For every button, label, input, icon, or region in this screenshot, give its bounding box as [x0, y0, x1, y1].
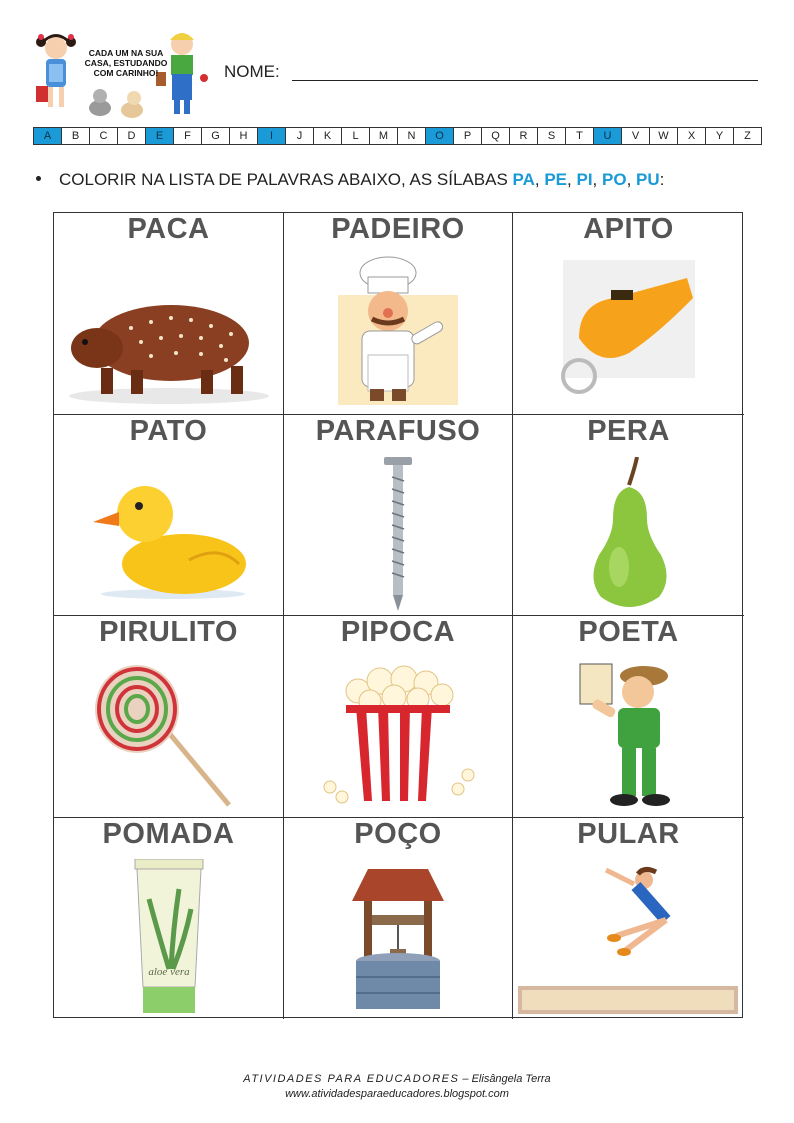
- alphabet-letter: S: [538, 128, 566, 144]
- long-jump-icon: [516, 860, 741, 1015]
- poet-icon: [574, 658, 684, 813]
- alphabet-letter: R: [510, 128, 538, 144]
- alphabet-letter: H: [230, 128, 258, 144]
- instruction-text: COLORIR NA LISTA DE PALAVRAS ABAIXO, AS SÍLABAS: [59, 170, 508, 189]
- alphabet-letter: J: [286, 128, 314, 144]
- name-input-line[interactable]: [292, 80, 758, 81]
- card-pato: [54, 415, 284, 616]
- card-word: APITO: [583, 213, 674, 245]
- alphabet-letter: C: [90, 128, 118, 144]
- card-apito: [513, 213, 744, 415]
- alphabet-letter: E: [146, 128, 174, 144]
- syllable-separator: ,: [567, 170, 577, 189]
- card-word: POMADA: [102, 818, 235, 850]
- syllable-list: [513, 170, 660, 189]
- footer-url[interactable]: www.atividadesparaeducadores.blogspot.com: [285, 1088, 509, 1100]
- well-icon: [348, 863, 448, 1013]
- lollipop-icon: [89, 661, 249, 811]
- alphabet-letter: U: [594, 128, 622, 144]
- instruction-end: :: [659, 170, 665, 189]
- ointment-tube-icon: [129, 859, 209, 1017]
- alphabet-letter: W: [650, 128, 678, 144]
- alphabet-letter: V: [622, 128, 650, 144]
- logo-text: CADA UM NA SUA CASA, ESTUDANDO COM CARINHO!: [84, 48, 168, 78]
- syllable: PE: [544, 170, 568, 189]
- card-word: POETA: [578, 616, 679, 648]
- word-grid: [53, 212, 743, 1018]
- syllable-separator: ,: [592, 170, 602, 189]
- card-pirulito: [54, 616, 284, 818]
- alphabet-letter: X: [678, 128, 706, 144]
- card-poco: [284, 818, 513, 1019]
- baker-icon: [328, 255, 468, 410]
- card-word: PIRULITO: [99, 616, 238, 648]
- syllable: PI: [576, 170, 593, 189]
- card-pomada: [54, 818, 284, 1019]
- screw-icon: [378, 457, 418, 612]
- name-label: NOME:: [224, 62, 280, 81]
- card-word: PARAFUSO: [315, 415, 481, 447]
- alphabet-letter: A: [34, 128, 62, 144]
- alphabet-letter: B: [62, 128, 90, 144]
- alphabet-letter: T: [566, 128, 594, 144]
- paca-icon: [61, 258, 276, 408]
- card-pera: [513, 415, 744, 616]
- header: [30, 28, 770, 124]
- card-padeiro: [284, 213, 513, 415]
- card-word: PATO: [129, 415, 208, 447]
- alphabet-letter: G: [202, 128, 230, 144]
- syllable-separator: ,: [626, 170, 637, 189]
- card-paca: [54, 213, 284, 415]
- pear-icon: [579, 457, 679, 612]
- syllable: PU: [636, 170, 660, 189]
- alphabet-letter: Q: [482, 128, 510, 144]
- alphabet-letter: F: [174, 128, 202, 144]
- alphabet-letter: L: [342, 128, 370, 144]
- card-word: PACA: [127, 213, 210, 245]
- alphabet-letter: N: [398, 128, 426, 144]
- card-poeta: [513, 616, 744, 818]
- alphabet-letter: Z: [744, 130, 751, 142]
- alphabet-letter: I: [258, 128, 286, 144]
- ointment-label: aloe vera: [147, 965, 190, 978]
- alphabet-letter: Y: [706, 128, 734, 144]
- instruction: [36, 170, 664, 190]
- bullet-icon: [36, 176, 41, 181]
- alphabet-letter: P: [454, 128, 482, 144]
- alphabet-letter: D: [118, 128, 146, 144]
- alphabet-letter: K: [314, 128, 342, 144]
- alphabet-letter: M: [370, 128, 398, 144]
- alphabet-strip: [33, 127, 762, 145]
- syllable: PA: [512, 170, 535, 189]
- card-word: PIPOCA: [340, 616, 456, 648]
- logo: [30, 28, 220, 124]
- syllable-separator: ,: [534, 170, 545, 189]
- card-word: PULAR: [577, 818, 680, 850]
- footer-author: – Elisângela Terra: [459, 1073, 551, 1085]
- footer: [0, 1073, 794, 1100]
- card-word: PERA: [587, 415, 670, 447]
- card-word: PADEIRO: [331, 213, 465, 245]
- footer-brand: ATIVIDADES PARA EDUCADORES: [243, 1073, 460, 1085]
- card-pular: [513, 818, 744, 1019]
- card-word: POÇO: [354, 818, 442, 850]
- card-pipoca: [284, 616, 513, 818]
- alphabet-letter: O: [426, 128, 454, 144]
- whistle-icon: [559, 258, 699, 408]
- card-parafuso: [284, 415, 513, 616]
- popcorn-icon: [318, 661, 478, 811]
- syllable: PO: [602, 170, 627, 189]
- duck-icon: [89, 464, 249, 604]
